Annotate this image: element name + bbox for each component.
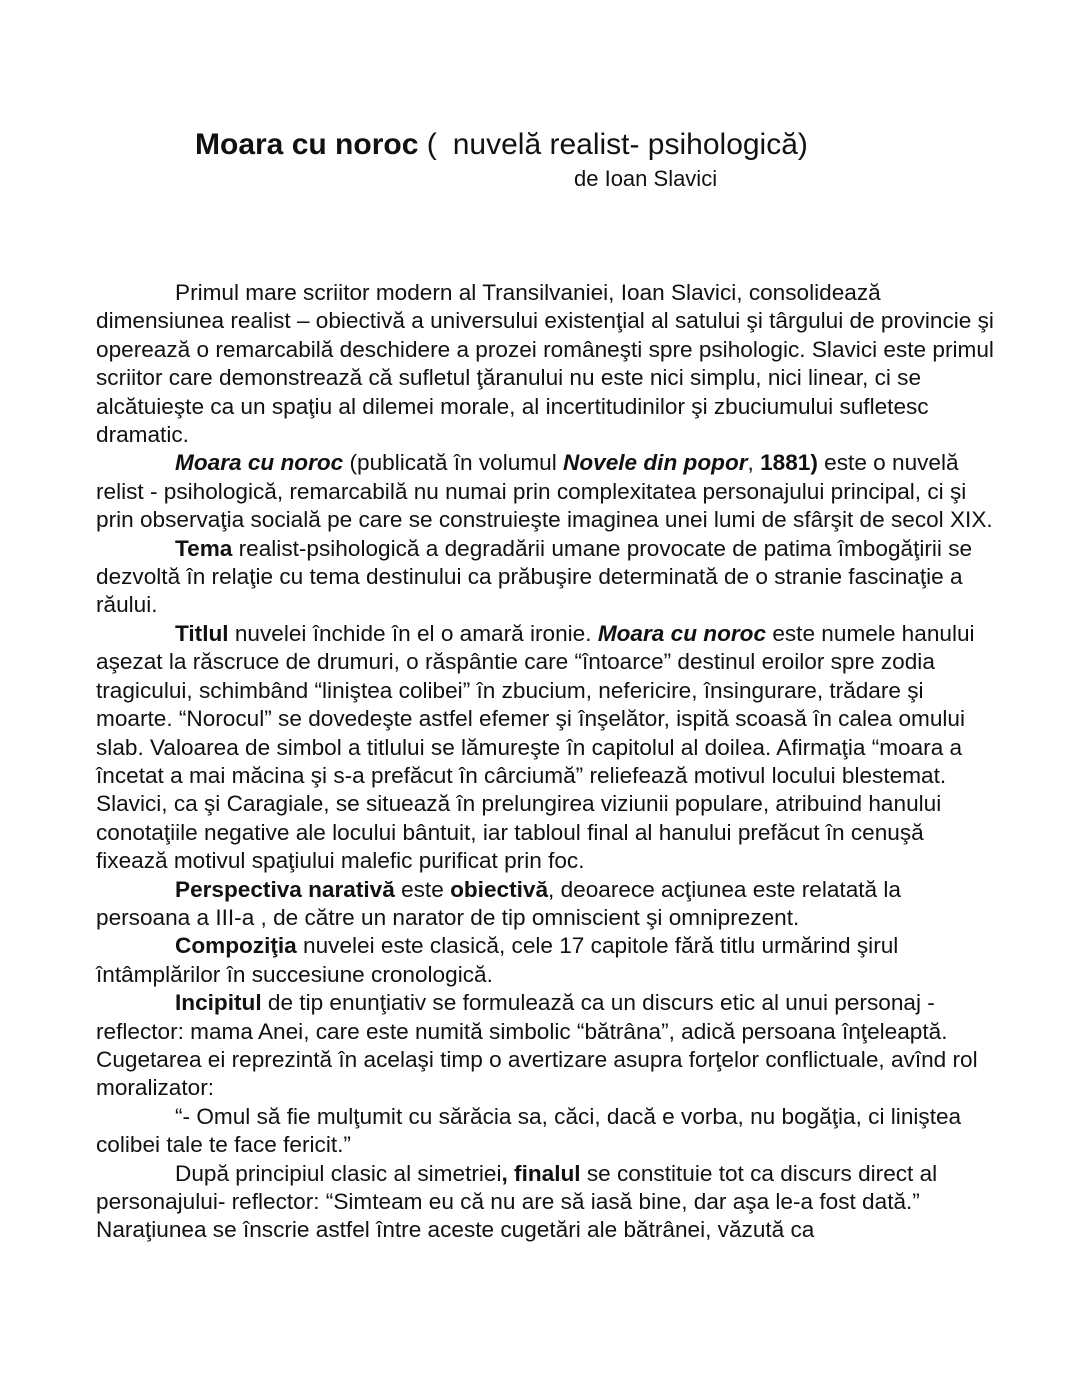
- ending-label: , finalul: [501, 1160, 581, 1186]
- theme-label: Tema: [175, 535, 233, 561]
- work-title-ref: Moara cu noroc: [597, 620, 767, 646]
- author-line: de Ioan Slavici: [574, 166, 718, 191]
- work-title: Moara cu noroc: [195, 128, 419, 161]
- title-label: Titlul: [175, 620, 229, 646]
- paragraph-title: Titlul nuvelei închide în el o amară ironie. Moara cu noroc este numele hanului aşezat la răscruce de drumuri, o răspântie care “întoarce” destinul eroilor spre zodia tragicului, schimbând “liniştea colibei” în zbucium, nefericire, însingurare, trădare şi moarte. “Norocul” se dovedeşte astfel efemer şi înşelător, ispită scoasă în calea omului slab. Valoarea de simbol a titlului se lămureşte în capitolul al doilea. Afirmaţia “moara a încetat a mai măcina şi s-a prefăcut în cârciumă” reliefează motivul locului blestemat. Slavici, ca şi Caragiale, se situează în prelungirea viziunii populare, atribuind hanului conotaţiile negative ale locului bântuit, iar tabloul final al hanului prefăcut în cenuşă fixează motivul spaţiului malefic purificat prin foc.: [96, 620, 975, 874]
- title-open-paren: (: [426, 128, 437, 161]
- publication-year: 1881): [760, 450, 818, 476]
- paragraph-ending: După principiul clasic al simetriei, finalul se constituie tot ca discurs direct al personajului- reflector: “Simteam eu că nu are să iasă bine, dar aşa le-a fost dată.” Naraţiunea se înscrie astfel între aceste cugetări ale bătrânei, văzută ca: [96, 1160, 938, 1243]
- paragraph-quote: “- Omul să fie mulţumit cu sărăcia sa, căci, dacă e vorba, nu bogăţia, ci liniştea colibei tale te face fericit.”: [96, 1103, 962, 1158]
- perspective-label: Perspectiva narativă: [175, 876, 395, 902]
- objective-emphasis: obiectivă: [450, 876, 549, 902]
- paragraph-perspective: Perspectiva narativă este obiectivă, deoarece acţiunea este relatată la persoana a III-a , de către un narator de tip omniscient şi omniprezent.: [96, 876, 901, 930]
- paragraph-intro: Primul mare scriitor modern al Transilvaniei, Ioan Slavici, consolidează dimensiunea realist – obiectivă a universului existenţial al satului şi târgului de provincie şi operează o remarcabilă deschidere a prozei româneşti spre psihologic. Slavici este primul scriitor care demonstrează că sufletul ţăranului nu este nici simplu, nici linear, ci se alcătuieşte ca un spaţiu al dilemei morale, al incertitudinilor şi zbuciumului sufletesc dramatic.: [96, 280, 994, 448]
- composition-label: Compoziţia: [175, 933, 297, 959]
- volume-title-ref: Novele din popor: [563, 450, 748, 476]
- paragraph-publication: Moara cu noroc (publicată în volumul Novele din popor, 1881) este o nuvelă relist - psihologică, remarcabilă nu numai prin complexitatea personajului principal, ci şi prin observaţia socială pe care se construieşte imaginea unei lumi de sfârşit de secol XIX.: [96, 450, 993, 533]
- work-title-ref: Moara cu noroc: [175, 450, 344, 476]
- essay-body: [96, 279, 996, 1245]
- paragraph-composition: Compoziţia nuvelei este clasică, cele 17 capitole fără titlu urmărind şirul întâmplărilor în succesiune cronologică.: [96, 933, 899, 987]
- work-genre-subtitle: nuvelă realist- psihologică): [452, 128, 808, 161]
- paragraph-incipit: Incipitul de tip enunţiativ se formulează ca un discurs etic al unui personaj -reflector: mama Anei, care este numită simbolic “bătrâna”, adică persoana înţeleaptă. Cugetarea ei reprezintă în acelaşi timp o avertizare asupra forţelor conflictuale, avînd rol moralizator:: [96, 990, 978, 1101]
- document-title: [195, 127, 808, 163]
- incipit-label: Incipitul: [175, 990, 262, 1016]
- paragraph-theme: Tema realist-psihologică a degradării umane provocate de patima îmbogăţirii se dezvoltă în relaţie cu tema destinului ca prăbuşire determinată de o stranie fascinaţie a răului.: [96, 535, 973, 618]
